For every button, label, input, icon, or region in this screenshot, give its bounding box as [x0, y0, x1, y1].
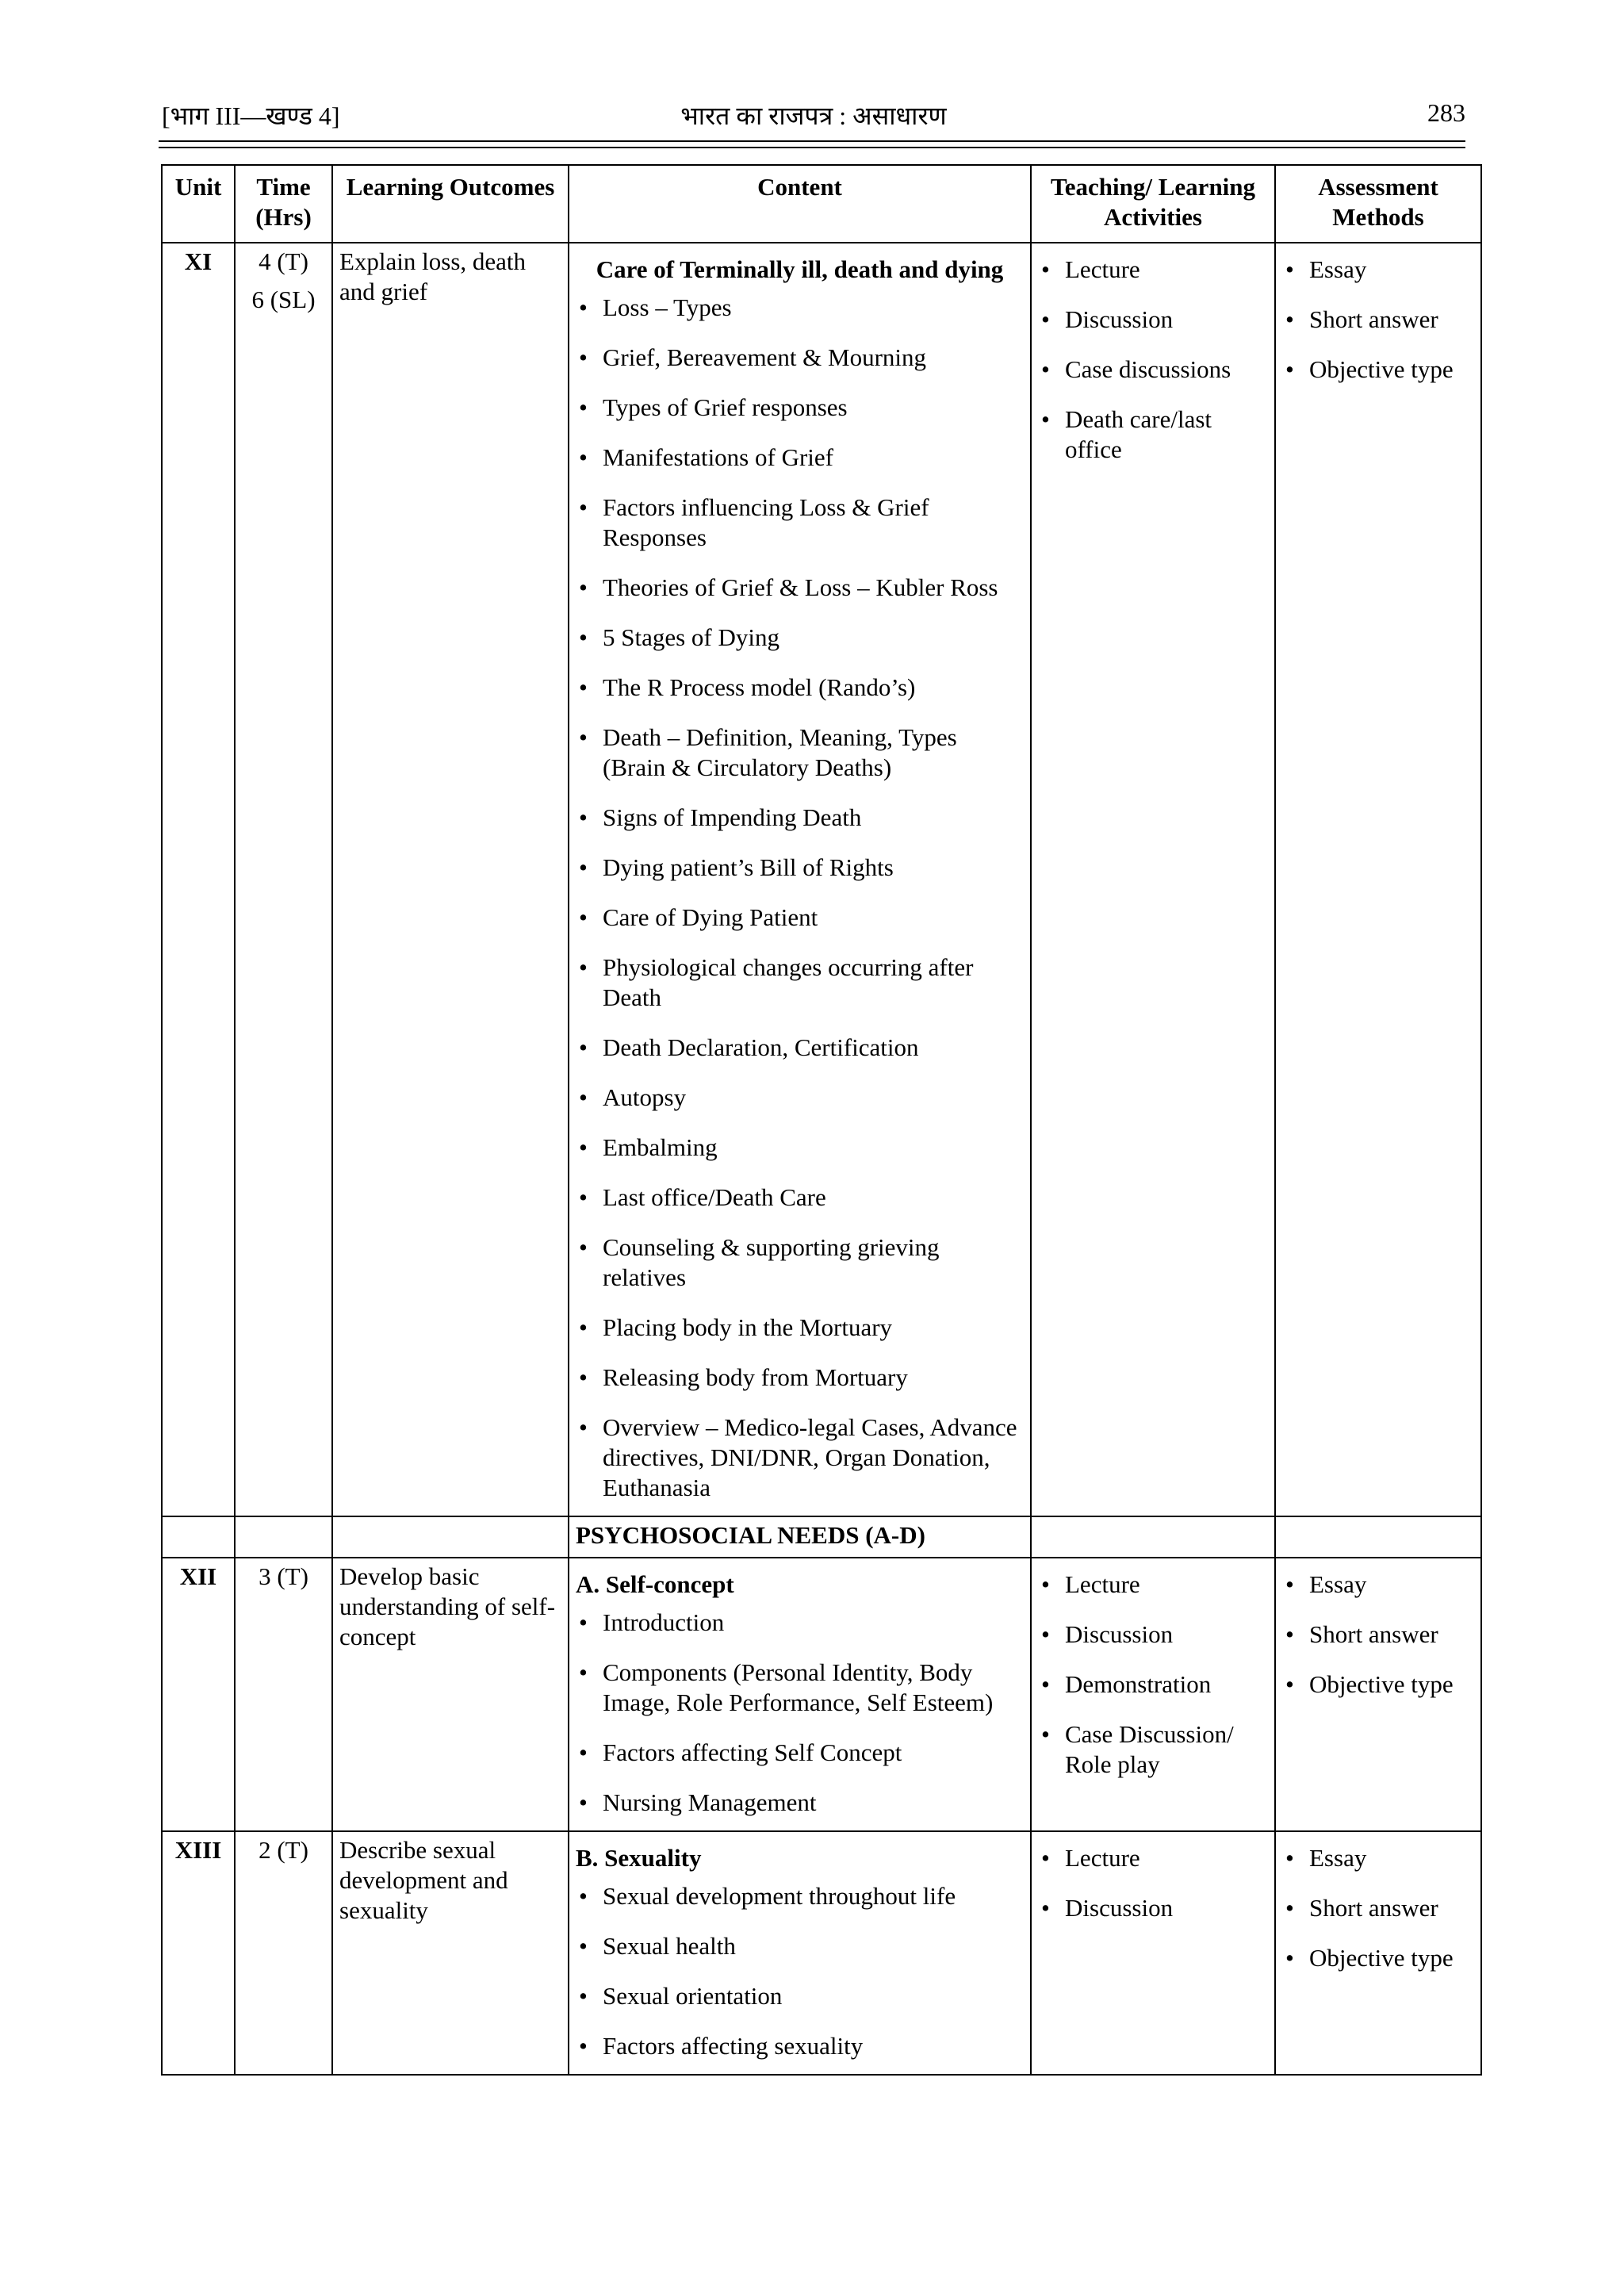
list-item-text: Discussion: [1065, 1620, 1174, 1648]
activities-list: [1038, 1570, 1268, 1780]
list-item: [576, 1313, 1024, 1343]
bullet-icon: •: [1041, 255, 1050, 283]
header-rule: [159, 147, 1465, 148]
activities-list: [1038, 1843, 1268, 1923]
list-item: [1038, 1843, 1268, 1873]
list-item-text: Case Discussion/ Role play: [1065, 1720, 1234, 1778]
list-item-text: Counseling & supporting grieving relatives: [603, 1233, 940, 1291]
list-item: [576, 443, 1024, 473]
curriculum-table: [161, 164, 1482, 2076]
bullet-icon: •: [579, 1363, 588, 1391]
list-item-text: Manifestations of Grief: [603, 443, 833, 471]
unit-cell: XII: [162, 1558, 235, 1831]
list-item: [576, 343, 1024, 373]
list-item: [576, 1881, 1024, 1911]
bullet-icon: •: [579, 1133, 588, 1161]
list-item-text: Components (Personal Identity, Body Image, Role Performance, Self Esteem): [603, 1658, 994, 1716]
content-heading: A. Self-concept: [576, 1570, 734, 1598]
time-theory: 4 (T): [259, 247, 308, 275]
bullet-icon: •: [579, 853, 588, 881]
list-item-text: Loss – Types: [603, 293, 732, 321]
list-item: [576, 1788, 1024, 1818]
table-row-unit-xii: [162, 1558, 1481, 1831]
bullet-icon: •: [579, 1083, 588, 1111]
list-item: [576, 1981, 1024, 2011]
list-item-text: Lecture: [1065, 255, 1140, 283]
empty-cell: [162, 1516, 235, 1558]
list-item: [1038, 1570, 1268, 1600]
list-item-text: Theories of Grief & Loss – Kubler Ross: [603, 573, 998, 601]
list-item: [576, 1232, 1024, 1293]
list-item-text: Discussion: [1065, 305, 1174, 333]
list-item: [1282, 255, 1474, 285]
list-item: [576, 1931, 1024, 1961]
bullet-icon: •: [579, 1033, 588, 1061]
list-item-text: Lecture: [1065, 1570, 1140, 1598]
list-item: [1038, 1893, 1268, 1923]
bullet-icon: •: [579, 2032, 588, 2060]
list-item: [576, 1363, 1024, 1393]
bullet-icon: •: [579, 623, 588, 651]
unit-cell: XIII: [162, 1831, 235, 2075]
bullet-icon: •: [1285, 1894, 1294, 1922]
content-list: [576, 293, 1024, 1503]
list-item: [576, 493, 1024, 553]
bullet-icon: •: [579, 903, 588, 931]
list-item-text: Short answer: [1309, 1894, 1438, 1922]
bullet-icon: •: [579, 803, 588, 831]
list-item: [576, 953, 1024, 1013]
learning-outcome-cell: Develop basic understanding of self-concept: [332, 1558, 569, 1831]
assessment-list: [1282, 255, 1474, 385]
list-item-text: Short answer: [1309, 1620, 1438, 1648]
bullet-icon: •: [1285, 255, 1294, 283]
list-item: [576, 903, 1024, 933]
bullet-icon: •: [579, 1183, 588, 1211]
bullet-icon: •: [1285, 1670, 1294, 1698]
content-list: [576, 1608, 1024, 1818]
list-item: [576, 1608, 1024, 1638]
bullet-icon: •: [1041, 1720, 1050, 1748]
content-cell: [569, 1831, 1031, 2075]
list-item-text: Discussion: [1065, 1894, 1174, 1922]
list-item: [1282, 1619, 1474, 1650]
assessment-cell: [1275, 1831, 1481, 2075]
bullet-icon: •: [579, 443, 588, 471]
column-header-content: Content: [569, 165, 1031, 243]
assessment-list: [1282, 1570, 1474, 1700]
list-item-text: Death care/last office: [1065, 405, 1212, 463]
bullet-icon: •: [1041, 1670, 1050, 1698]
bullet-icon: •: [579, 493, 588, 521]
list-item: [576, 573, 1024, 603]
assessment-cell: [1275, 243, 1481, 1516]
bullet-icon: •: [1041, 355, 1050, 383]
bullet-icon: •: [579, 1982, 588, 2010]
list-item: [1282, 355, 1474, 385]
bullet-icon: •: [1285, 1944, 1294, 1972]
bullet-icon: •: [1285, 1620, 1294, 1648]
table-header-row: [162, 165, 1481, 243]
bullet-icon: •: [579, 1738, 588, 1766]
list-item-text: Essay: [1309, 1844, 1367, 1872]
bullet-icon: •: [579, 673, 588, 701]
list-item: [1282, 1570, 1474, 1600]
list-item-text: Sexual development throughout life: [603, 1882, 956, 1910]
column-header-time: Time (Hrs): [235, 165, 332, 243]
list-item: [576, 623, 1024, 653]
unit-cell: XI: [162, 243, 235, 1516]
list-item-text: Physiological changes occurring after Death: [603, 953, 974, 1011]
list-item-text: Factors affecting sexuality: [603, 2032, 864, 2060]
bullet-icon: •: [1041, 1894, 1050, 1922]
list-item-text: Short answer: [1309, 305, 1438, 333]
list-item: [1282, 1669, 1474, 1700]
list-item: [576, 1083, 1024, 1113]
list-item: [576, 1738, 1024, 1768]
bullet-icon: •: [1285, 1844, 1294, 1872]
list-item-text: Case discussions: [1065, 355, 1231, 383]
section-label: PSYCHOSOCIAL NEEDS (A-D): [569, 1516, 1031, 1558]
list-item: [1282, 1843, 1474, 1873]
list-item: [576, 853, 1024, 883]
bullet-icon: •: [579, 293, 588, 321]
list-item-text: Death – Definition, Meaning, Types (Brain & Circulatory Deaths): [603, 723, 957, 781]
gazette-part-label: [भाग III—खण्ड 4]: [162, 102, 340, 130]
list-item-text: Dying patient’s Bill of Rights: [603, 853, 894, 881]
time-theory: 2 (T): [259, 1836, 308, 1864]
list-item: [1282, 1943, 1474, 1973]
bullet-icon: •: [579, 1658, 588, 1686]
column-header-unit: Unit: [162, 165, 235, 243]
list-item: [1038, 1719, 1268, 1780]
list-item-text: Demonstration: [1065, 1670, 1212, 1698]
assessment-cell: [1275, 1558, 1481, 1831]
learning-outcome-cell: Explain loss, death and grief: [332, 243, 569, 1516]
bullet-icon: •: [579, 1233, 588, 1261]
list-item-text: Embalming: [603, 1133, 718, 1161]
list-item: [576, 293, 1024, 323]
list-item: [576, 1182, 1024, 1213]
time-theory: 3 (T): [259, 1562, 308, 1590]
bullet-icon: •: [579, 1788, 588, 1816]
time-cell: [235, 243, 332, 1516]
empty-cell: [332, 1516, 569, 1558]
list-item-text: Signs of Impending Death: [603, 803, 862, 831]
list-item-text: Objective type: [1309, 1670, 1454, 1698]
bullet-icon: •: [1285, 355, 1294, 383]
page-number: 283: [1427, 98, 1465, 127]
list-item: [1038, 255, 1268, 285]
column-header-assessment-methods: Assessment Methods: [1275, 165, 1481, 243]
list-item: [1282, 1893, 1474, 1923]
list-item-text: Last office/Death Care: [603, 1183, 826, 1211]
activities-list: [1038, 255, 1268, 465]
bullet-icon: •: [579, 573, 588, 601]
column-header-teaching-activities: Teaching/ Learning Activities: [1031, 165, 1275, 243]
list-item: [1282, 305, 1474, 335]
list-item: [576, 673, 1024, 703]
bullet-icon: •: [579, 393, 588, 421]
gazette-title: भारत का राजपत्र : असाधारण: [680, 102, 947, 130]
list-item: [576, 393, 1024, 423]
list-item-text: Factors affecting Self Concept: [603, 1738, 902, 1766]
list-item-text: Essay: [1309, 1570, 1367, 1598]
bullet-icon: •: [579, 1413, 588, 1441]
list-item: [576, 1658, 1024, 1718]
activities-cell: [1031, 243, 1275, 1516]
time-cell: [235, 1831, 332, 2075]
list-item-text: Introduction: [603, 1608, 725, 1636]
bullet-icon: •: [1285, 1570, 1294, 1598]
list-item-text: Sexual orientation: [603, 1982, 783, 2010]
time-self-learning: 6 (SL): [251, 286, 316, 313]
list-item-text: Sexual health: [603, 1932, 736, 1960]
content-cell: [569, 243, 1031, 1516]
list-item-text: Grief, Bereavement & Mourning: [603, 343, 927, 371]
bullet-icon: •: [1041, 1844, 1050, 1872]
content-cell: [569, 1558, 1031, 1831]
list-item-text: Objective type: [1309, 355, 1454, 383]
time-cell: [235, 1558, 332, 1831]
list-item-text: Death Declaration, Certification: [603, 1033, 919, 1061]
list-item: [1038, 1619, 1268, 1650]
list-item-text: Placing body in the Mortuary: [603, 1313, 893, 1341]
bullet-icon: •: [579, 723, 588, 751]
bullet-icon: •: [1041, 305, 1050, 333]
list-item: [1038, 355, 1268, 385]
list-item-text: Lecture: [1065, 1844, 1140, 1872]
list-item: [576, 723, 1024, 783]
list-item-text: Releasing body from Mortuary: [603, 1363, 908, 1391]
list-item-text: Objective type: [1309, 1944, 1454, 1972]
bullet-icon: •: [579, 1313, 588, 1341]
list-item: [576, 1412, 1024, 1503]
header-rule: [159, 140, 1465, 142]
content-list: [576, 1881, 1024, 2061]
bullet-icon: •: [579, 953, 588, 981]
bullet-icon: •: [579, 343, 588, 371]
list-item: [576, 1133, 1024, 1163]
list-item-text: 5 Stages of Dying: [603, 623, 780, 651]
list-item-text: Overview – Medico-legal Cases, Advance directives, DNI/DNR, Organ Donation, Euthanasia: [603, 1413, 1017, 1501]
column-header-learning-outcomes: Learning Outcomes: [332, 165, 569, 243]
page-header: [162, 98, 1465, 138]
list-item-text: Factors influencing Loss & Grief Responses: [603, 493, 929, 551]
list-item: [576, 803, 1024, 833]
bullet-icon: •: [1041, 1620, 1050, 1648]
bullet-icon: •: [1285, 305, 1294, 333]
content-heading: B. Sexuality: [576, 1844, 702, 1872]
table-row-unit-xi: [162, 243, 1481, 1516]
list-item-text: Autopsy: [603, 1083, 687, 1111]
list-item-text: Care of Dying Patient: [603, 903, 818, 931]
table-row-unit-xiii: [162, 1831, 1481, 2075]
list-item: [1038, 1669, 1268, 1700]
bullet-icon: •: [579, 1882, 588, 1910]
assessment-list: [1282, 1843, 1474, 1973]
bullet-icon: •: [579, 1608, 588, 1636]
list-item: [576, 2031, 1024, 2061]
list-item: [576, 1033, 1024, 1063]
content-heading: Care of Terminally ill, death and dying: [596, 255, 1004, 283]
section-row: [162, 1516, 1481, 1558]
empty-cell: [1275, 1516, 1481, 1558]
bullet-icon: •: [579, 1932, 588, 1960]
list-item: [1038, 305, 1268, 335]
activities-cell: [1031, 1558, 1275, 1831]
list-item-text: The R Process model (Rando’s): [603, 673, 916, 701]
learning-outcome-cell: Describe sexual development and sexuality: [332, 1831, 569, 2075]
list-item-text: Nursing Management: [603, 1788, 817, 1816]
empty-cell: [1031, 1516, 1275, 1558]
list-item-text: Types of Grief responses: [603, 393, 848, 421]
list-item-text: Essay: [1309, 255, 1367, 283]
bullet-icon: •: [1041, 405, 1050, 433]
bullet-icon: •: [1041, 1570, 1050, 1598]
activities-cell: [1031, 1831, 1275, 2075]
list-item: [1038, 404, 1268, 465]
empty-cell: [235, 1516, 332, 1558]
